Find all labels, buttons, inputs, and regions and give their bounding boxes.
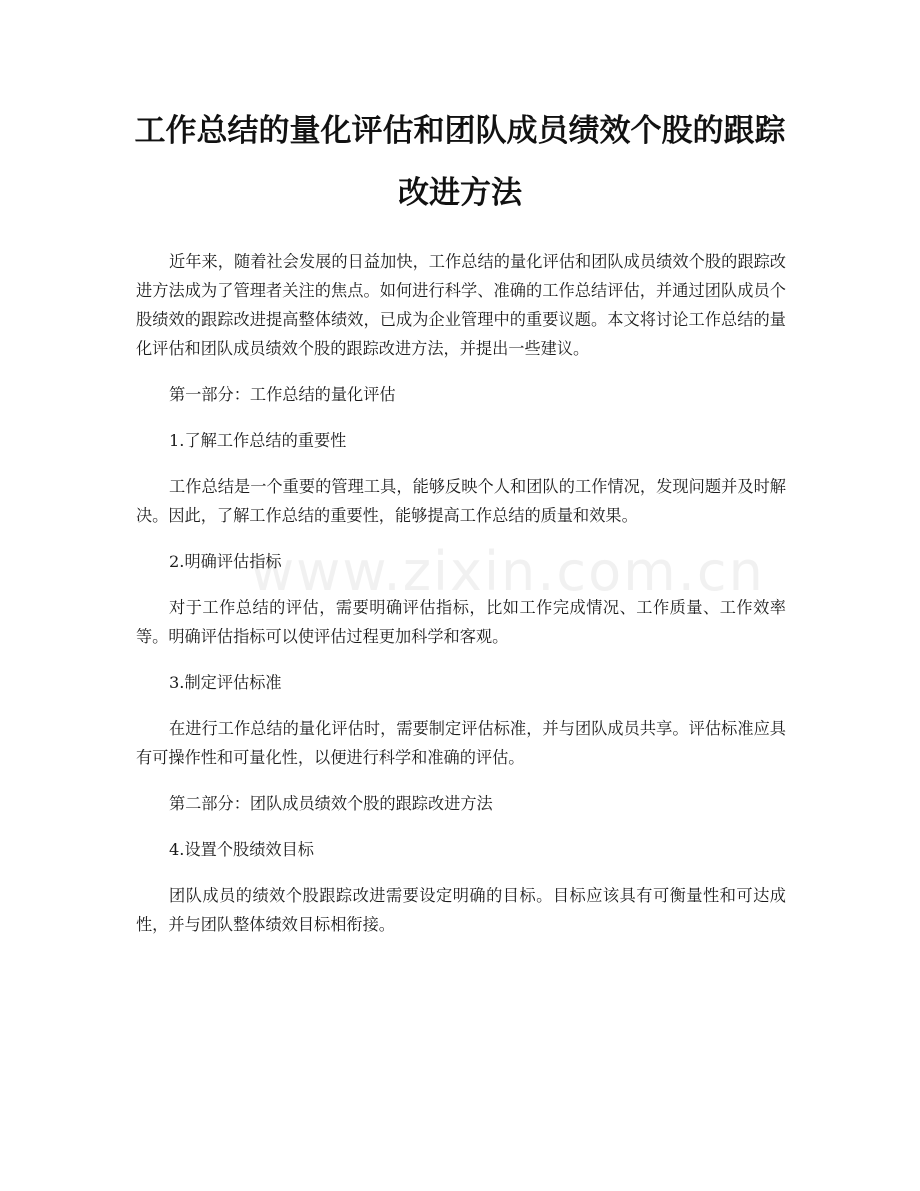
subheading-2: 2.明确评估指标 xyxy=(169,552,282,571)
document-body xyxy=(136,247,786,956)
paragraph-3: 在进行工作总结的量化评估时，需要制定评估标准，并与团队成员共享。评估标准应具有可操作性和可量化性，以便进行科学和准确的评估。 xyxy=(136,719,786,767)
intro-paragraph: 近年来，随着社会发展的日益加快，工作总结的量化评估和团队成员绩效个股的跟踪改进方法成为了管理者关注的焦点。如何进行科学、准确的工作总结评估，并通过团队成员个股绩效的跟踪改进提高整体绩效，已成为企业管理中的重要议题。本文将讨论工作总结的量化评估和团队成员绩效个股的跟踪改进方法，并提出一些建议。 xyxy=(136,252,786,358)
paragraph-2: 对于工作总结的评估，需要明确评估指标，比如工作完成情况、工作质量、工作效率等。明确评估指标可以使评估过程更加科学和客观。 xyxy=(136,598,786,646)
subheading-4: 4.设置个股绩效目标 xyxy=(169,840,314,859)
paragraph-4: 团队成员的绩效个股跟踪改进需要设定明确的目标。目标应该具有可衡量性和可达成性，并与团队整体绩效目标相衔接。 xyxy=(136,886,786,934)
subheading-3: 3.制定评估标准 xyxy=(169,673,282,692)
section-heading-part-two: 第二部分：团队成员绩效个股的跟踪改进方法 xyxy=(169,794,493,813)
watermark: www.zixin.com.cn xyxy=(250,540,765,603)
section-heading-part-one: 第一部分：工作总结的量化评估 xyxy=(169,385,396,404)
paragraph-1: 工作总结是一个重要的管理工具，能够反映个人和团队的工作情况，发现问题并及时解决。因此，了解工作总结的重要性，能够提高工作总结的质量和效果。 xyxy=(136,477,786,525)
subheading-1: 1.了解工作总结的重要性 xyxy=(169,431,347,450)
document-title: 工作总结的量化评估和团队成员绩效个股的跟踪改进方法 xyxy=(134,113,786,211)
